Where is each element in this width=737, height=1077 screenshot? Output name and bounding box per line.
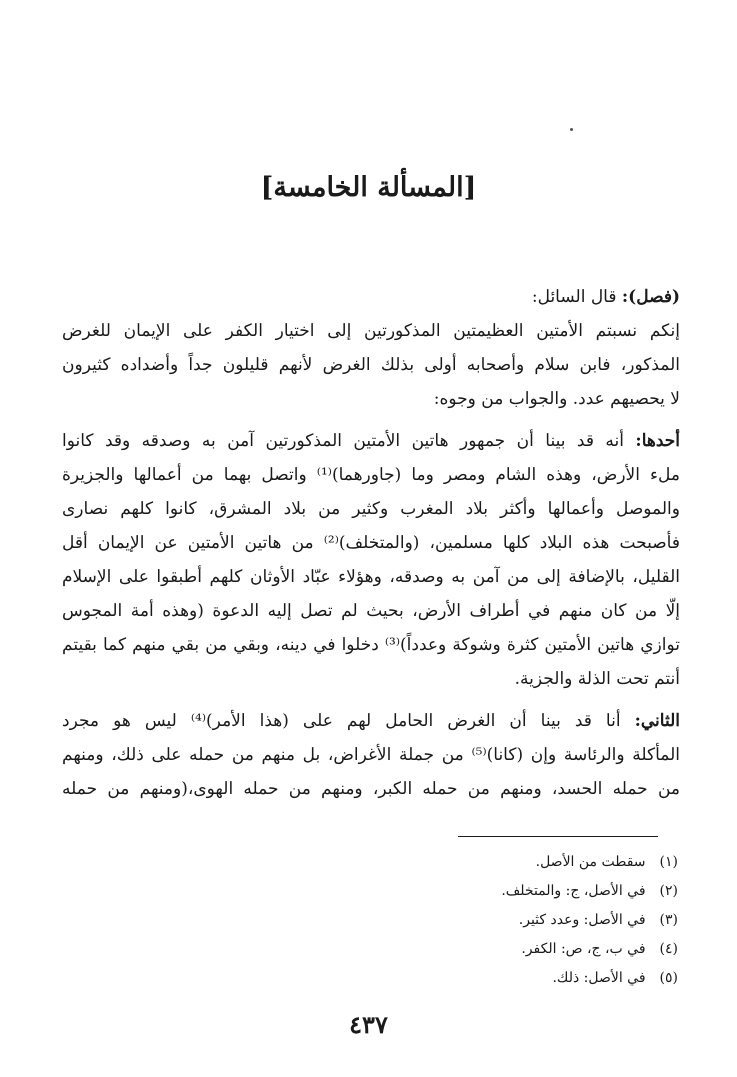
line-text: ملء الأرض، وهذه الشام ومصر وما (جاورهما)⁽¹⁾ واتصل بهما من أعمالها والجزيرة xyxy=(62,465,680,485)
line-text: لا يحصيهم عدد. والجواب من وجوه: xyxy=(433,389,680,409)
text-line xyxy=(62,526,680,560)
paragraph-lead: الثاني: xyxy=(634,711,680,731)
text-line xyxy=(62,492,680,526)
text-line xyxy=(62,348,680,382)
line-text: إلّا من كان منهم في أطراف الأرض، بحيث لم تصل إليه الدعوة (وهذه أمة المجوس xyxy=(62,601,680,621)
text-line xyxy=(62,424,680,458)
stray-mark xyxy=(570,128,573,131)
footnote xyxy=(300,964,678,993)
footnote-text: في الأصل: ذلك. xyxy=(552,970,646,986)
text-line xyxy=(62,738,680,772)
text-line xyxy=(62,314,680,348)
footnote-number: (٢) xyxy=(659,883,678,899)
line-text: القليل، بالإضافة إلى من آمن به وصدقه، وهؤلاء عبّاد الأوثان كلهم أطبقوا على الإسلام xyxy=(62,567,680,587)
text-line xyxy=(62,704,680,738)
paragraph-gap xyxy=(62,416,680,424)
footnote xyxy=(300,848,678,877)
line-text: فأصبحت هذه البلاد كلها مسلمين، (والمتخلف)⁽²⁾ من هاتين الأمتين عن الإيمان أقل xyxy=(62,533,680,553)
section-title: [المسألة الخامسة] xyxy=(260,172,477,203)
page-number: ٤٣٧ xyxy=(349,1010,388,1039)
footnote xyxy=(300,877,678,906)
footnotes xyxy=(300,848,678,993)
text-line xyxy=(62,772,680,806)
line-text: أنه قد بينا أن جمهور هاتين الأمتين المذكورتين آمن به وصدقه وقد كانوا xyxy=(62,431,636,451)
footnote-number: (٣) xyxy=(659,912,678,928)
line-text: إنكم نسبتم الأمتين العظيمتين المذكورتين إلى اختيار الكفر على الإيمان للغرض xyxy=(62,321,680,341)
footnote-text: سقطت من الأصل. xyxy=(535,854,646,870)
footnote xyxy=(300,906,678,935)
footnote-text: في ب، ج، ص: الكفر. xyxy=(521,941,646,957)
line-text: المأكلة والرئاسة وإن (كانا)⁽⁵⁾ من جملة الأغراض، بل منهم من حمله على ذلك، ومنهم xyxy=(62,745,680,765)
footnote-text: في الأصل: وعدد كثير. xyxy=(518,912,646,928)
line-text: والموصل وأعمالها وأكثر بلاد المغرب وكثير من بلاد المشرق، كانوا كلهم نصارى xyxy=(62,499,680,519)
line-text: توازي هاتين الأمتين كثرة وشوكة وعدداً)⁽³⁾ دخلوا في دينه، وبقي من بقي منهم كما بقيتم xyxy=(62,635,680,655)
footnote-number: (٥) xyxy=(659,970,678,986)
line-text: أنا قد بينا أن الغرض الحامل لهم على (هذا الأمر)⁽⁴⁾ ليس هو مجرد xyxy=(62,711,635,731)
text-line xyxy=(62,628,680,662)
footnote-number: (٤) xyxy=(659,941,678,957)
paragraph-lead: أحدها: xyxy=(635,431,680,451)
body-text xyxy=(62,280,680,806)
footnote xyxy=(300,935,678,964)
text-line xyxy=(62,594,680,628)
footnote-number: (١) xyxy=(659,854,678,870)
text-line xyxy=(62,458,680,492)
text-line xyxy=(62,560,680,594)
text-line xyxy=(62,662,680,696)
footnote-text: في الأصل، ج: والمتخلف. xyxy=(501,883,646,899)
line-text: المذكور، فابن سلام وأصحابه أولى بذلك الغرض لأنهم قليلون جداً وأضداده كثيرون xyxy=(62,355,680,375)
paragraph-lead: (فصل): xyxy=(621,287,680,307)
paragraph-gap xyxy=(62,696,680,704)
text-line xyxy=(62,280,680,314)
footnote-divider xyxy=(458,836,658,837)
line-text: قال السائل: xyxy=(531,287,622,307)
text-line xyxy=(62,382,680,416)
line-text: من حمله الحسد، ومنهم من حمله الكبر، ومنهم من حمله الهوى،(ومنهم من حمله xyxy=(62,779,680,799)
line-text: أنتم تحت الذلة والجزية. xyxy=(514,669,680,689)
